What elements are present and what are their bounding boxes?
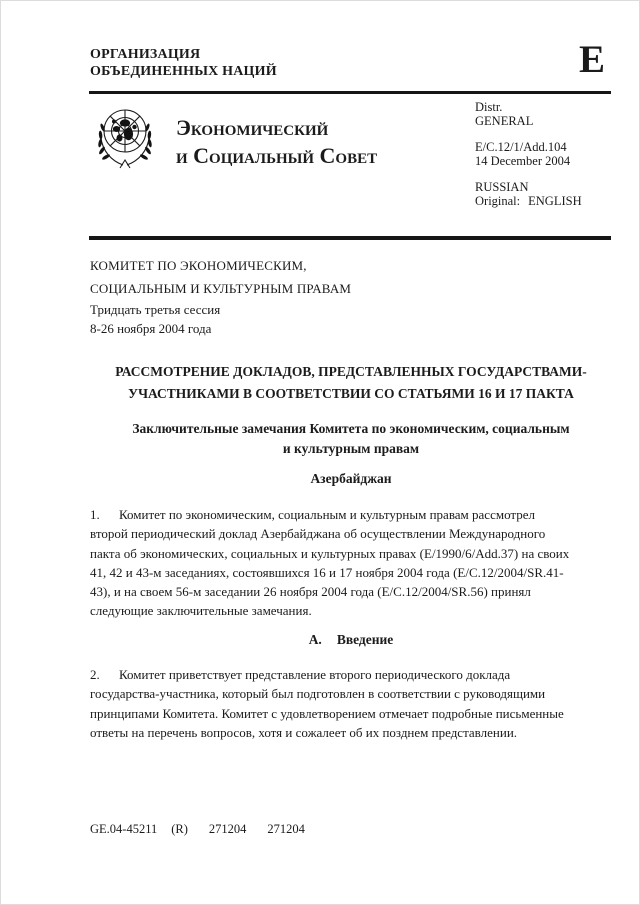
original-label: Original:	[475, 194, 521, 208]
footer-ge-number: GE.04-45211	[90, 822, 158, 836]
doc-date: 14 December 2004	[475, 154, 571, 168]
paragraph-2	[90, 665, 574, 742]
session-dates: 8-26 ноября 2004 года	[90, 321, 212, 336]
paragraph-1	[90, 505, 574, 621]
session-block	[90, 254, 351, 338]
section-a-title: Введение	[336, 632, 394, 647]
document-subtitle-line1: Заключительные замечания Комитета по экономическим, социальным	[132, 421, 570, 436]
footer-reference	[90, 822, 305, 837]
document-title-line2: УЧАСТНИКАМИ В СООТВЕТСТВИИ СО СТАТЬЯМИ 16 И 17 ПАКТА	[128, 386, 574, 401]
original-language-row	[475, 194, 582, 208]
paragraph-2-text: Комитет приветствует представление второго периодического доклада государства-участника, который был подготовлен в соответствии с руководящими принципами Комитета. Комитет с удовлетворением отмечает подробные письменные ответы на перечень вопросов, хотя и сожалеет об их позднем представлении.	[90, 667, 564, 740]
org-name-line1: ОРГАНИЗАЦИЯ	[90, 47, 201, 62]
section-a-heading	[90, 632, 612, 648]
document-series-letter: E	[578, 38, 605, 81]
footer-date-1: 271204	[208, 822, 247, 836]
document-subtitle	[90, 419, 612, 459]
org-name	[90, 46, 277, 80]
header-divider	[89, 91, 611, 94]
doc-language: RUSSIAN	[475, 180, 529, 194]
org-name-line2: ОБЪЕДИНЕННЫХ НАЦИЙ	[90, 64, 277, 79]
council-title-line2: и Социальный Совет	[176, 143, 378, 168]
section-a-label: A.	[308, 632, 322, 647]
distr-value: GENERAL	[475, 114, 534, 128]
un-emblem-icon	[92, 104, 160, 175]
distr-label: Distr.	[475, 100, 503, 114]
doc-symbol: E/C.12/1/Add.104	[475, 140, 567, 154]
paragraph-1-text: Комитет по экономическим, социальным и культурным правам рассмотрел второй периодический доклад Азербайджана об осуществлении Международного пакта об экономических, социальных и культурных правах (E/1990/6/Add.37) на своих 41, 42 и 43-м заседаниях, состоявшихся 16 и 17 ноября 2004 года (E/C.12/2004/SR.41-43), и на своем 56-м заседании 26 ноября 2004 года (E/C.12/2004/SR.56) принял следующие заключительные замечания.	[90, 507, 570, 619]
document-title	[90, 361, 612, 405]
committee-name-line2: СОЦИАЛЬНЫМ И КУЛЬТУРНЫМ ПРАВАМ	[90, 281, 352, 296]
session-number: Тридцать третья сессия	[90, 302, 221, 317]
document-title-line1: РАССМОТРЕНИЕ ДОКЛАДОВ, ПРЕДСТАВЛЕННЫХ ГОСУДАРСТВАМИ-	[115, 364, 587, 379]
country-name: Азербайджан	[310, 471, 392, 486]
footer-date-2: 271204	[267, 822, 305, 836]
masthead-divider	[89, 236, 611, 240]
council-title-line1: Экономический	[176, 115, 329, 140]
council-title	[176, 114, 377, 170]
document-metadata	[475, 100, 582, 208]
paragraph-1-number: 1.	[90, 507, 100, 522]
footer-language-code: (R)	[171, 822, 188, 836]
original-value: ENGLISH	[528, 194, 582, 208]
document-subtitle-line2: и культурным правам	[282, 441, 420, 456]
committee-name-line1: КОМИТЕТ ПО ЭКОНОМИЧЕСКИМ,	[90, 258, 307, 273]
paragraph-2-number: 2.	[90, 667, 100, 682]
